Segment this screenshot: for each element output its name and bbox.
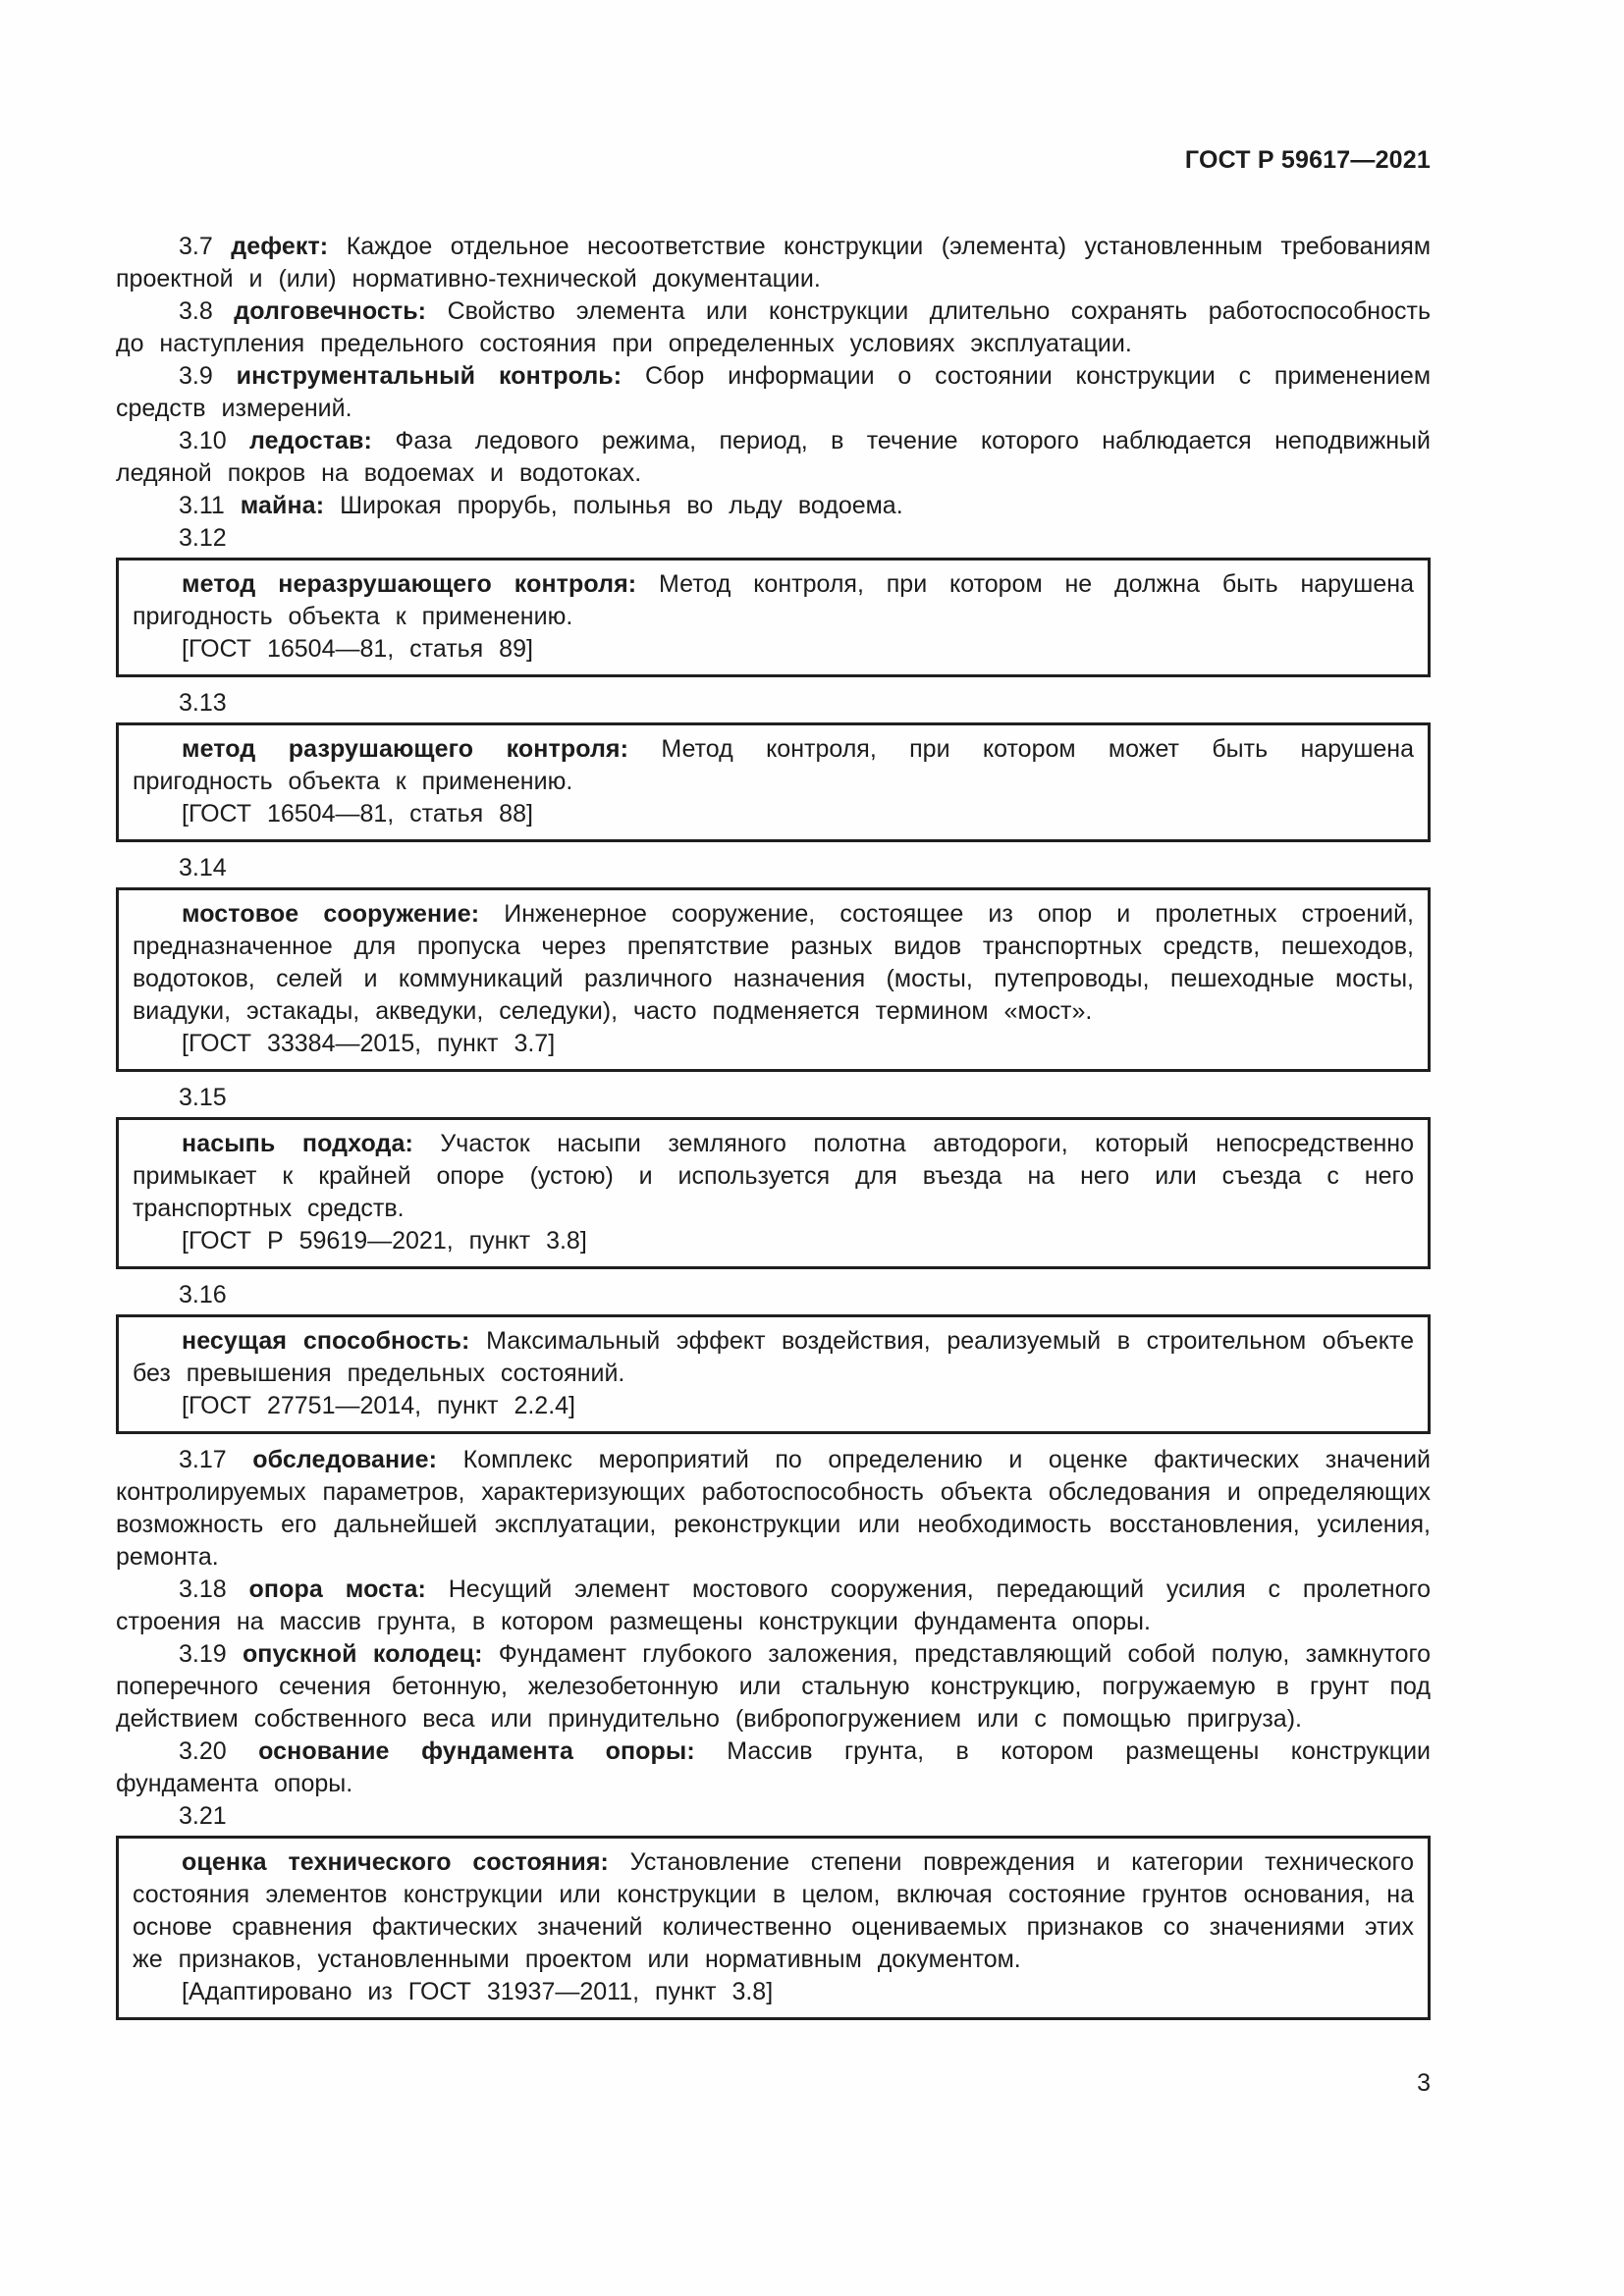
definition-box: [116, 722, 1431, 842]
definition-box: [116, 1836, 1431, 2020]
term-name: мостовое сооружение:: [182, 900, 480, 928]
source-reference: [ГОСТ Р 59619—2021, пункт 3.8]: [182, 1227, 587, 1255]
boxed-term-paragraph: метод разрушающего контроля: Метод контроля, при котором может быть нарушена пригодность объекта к применению.: [133, 735, 1414, 795]
term-name: майна:: [240, 492, 325, 519]
term-number-label: 3.16: [179, 1281, 227, 1308]
boxed-term-paragraph: мостовое сооружение: Инженерное сооружение, состоящее из опор и пролетных строений, предназначенное для пропуска через препятствие разных видов транспортных средств, пешеходов, водотоков, селей и коммуникаций различного назначения (мосты, путепроводы, пешеходные мосты, виадуки, эстакады, акведуки, селедуки), часто подменяется термином «мост».: [133, 900, 1414, 1025]
term-paragraph: 3.20 основание фундамента опоры: Массив грунта, в котором размещены конструкции фундамента опоры.: [116, 1737, 1431, 1797]
boxed-term-paragraph: насыпь подхода: Участок насыпи земляного полотна автодороги, который непосредственно примыкает к крайней опоре (устою) и используется для въезда на него или съезда с него транспортных средств.: [133, 1130, 1414, 1222]
term-name: оценка технического состояния:: [182, 1848, 609, 1876]
source-reference: [ГОСТ 27751—2014, пункт 2.2.4]: [182, 1392, 575, 1419]
term-paragraph: 3.19 опускной колодец: Фундамент глубокого заложения, представляющий собой полую, замкнутого поперечного сечения бетонную, железобетонную или стальную конструкцию, погружаемую в грунт под действием собственного веса или принудительно (вибропогружением или с помощью пригруза).: [116, 1640, 1431, 1733]
term-name: опускной колодец:: [242, 1640, 483, 1668]
term-paragraph: 3.9 инструментальный контроль: Сбор информации о состоянии конструкции с применением средств измерений.: [116, 362, 1432, 422]
term-paragraph: 3.17 обследование: Комплекс мероприятий по определению и оценке фактических значений контролируемых параметров, характеризующих работоспособность объекта обследования и определяющих возможность его дальнейшей эксплуатации, реконструкции или необходимость восстановления, усиления, ремонта.: [116, 1446, 1432, 1571]
terms-section: [116, 231, 1431, 2020]
definition-box: [116, 558, 1431, 677]
term-name: дефект:: [231, 233, 329, 260]
term-name: основание фундамента опоры:: [258, 1737, 695, 1765]
term-number-label: 3.12: [179, 524, 227, 552]
term-name: несущая способность:: [182, 1327, 470, 1355]
term-paragraph: 3.7 дефект: Каждое отдельное несоответствие конструкции (элемента) установленным требованиям проектной и (или) нормативно-технической документации.: [116, 233, 1432, 293]
term-number-label: 3.14: [179, 854, 227, 881]
term-name: ледостав:: [249, 427, 372, 454]
source-reference: [ГОСТ 16504—81, статья 89]: [182, 635, 533, 663]
term-paragraph: 3.11 майна: Широкая прорубь, полынья во льду водоема.: [179, 492, 903, 519]
term-name: обследование:: [252, 1446, 438, 1473]
term-paragraph: 3.10 ледостав: Фаза ледового режима, период, в течение которого наблюдается неподвижный ледяной покров на водоемах и водотоках.: [116, 427, 1431, 487]
term-number-label: 3.15: [179, 1084, 227, 1111]
definition-box: [116, 887, 1431, 1072]
definition-box: [116, 1314, 1431, 1434]
source-reference: [Адаптировано из ГОСТ 31937—2011, пункт 3.8]: [182, 1978, 774, 2005]
standard-designation-header: ГОСТ Р 59617—2021: [1184, 146, 1431, 174]
boxed-term-paragraph: метод неразрушающего контроля: Метод контроля, при котором не должна быть нарушена пригодность объекта к применению.: [133, 570, 1414, 630]
term-name: метод разрушающего контроля:: [182, 735, 629, 763]
term-name: насыпь подхода:: [182, 1130, 413, 1157]
term-number-label: 3.21: [179, 1802, 227, 1830]
content-area: [116, 145, 1431, 2030]
term-number-label: 3.13: [179, 689, 227, 717]
term-name: опора моста:: [248, 1575, 426, 1603]
page-number: 3: [1417, 2069, 1431, 2097]
term-paragraph: 3.18 опора моста: Несущий элемент мостового сооружения, передающий усилия с пролетного строения на массив грунта, в котором размещены конструкции фундамента опоры.: [116, 1575, 1431, 1635]
term-name: долговечность:: [234, 297, 427, 325]
source-reference: [ГОСТ 33384—2015, пункт 3.7]: [182, 1030, 556, 1057]
boxed-term-paragraph: оценка технического состояния: Установление степени повреждения и категории технического состояния элементов конструкции или конструкции в целом, включая состояние грунтов основания, на основе сравнения фактических значений количественно оцениваемых признаков со значениями этих же признаков, установленными проектом или нормативным документом.: [133, 1848, 1414, 1973]
boxed-term-paragraph: несущая способность: Максимальный эффект воздействия, реализуемый в строительном объекте без превышения предельных состояний.: [133, 1327, 1415, 1387]
source-reference: [ГОСТ 16504—81, статья 88]: [182, 800, 533, 828]
term-paragraph: 3.8 долговечность: Свойство элемента или конструкции длительно сохранять работоспособность до наступления предельного состояния при определенных условиях эксплуатации.: [116, 297, 1431, 357]
term-name: инструментальный контроль:: [236, 362, 623, 390]
definition-box: [116, 1117, 1431, 1269]
term-name: метод неразрушающего контроля:: [182, 570, 637, 598]
